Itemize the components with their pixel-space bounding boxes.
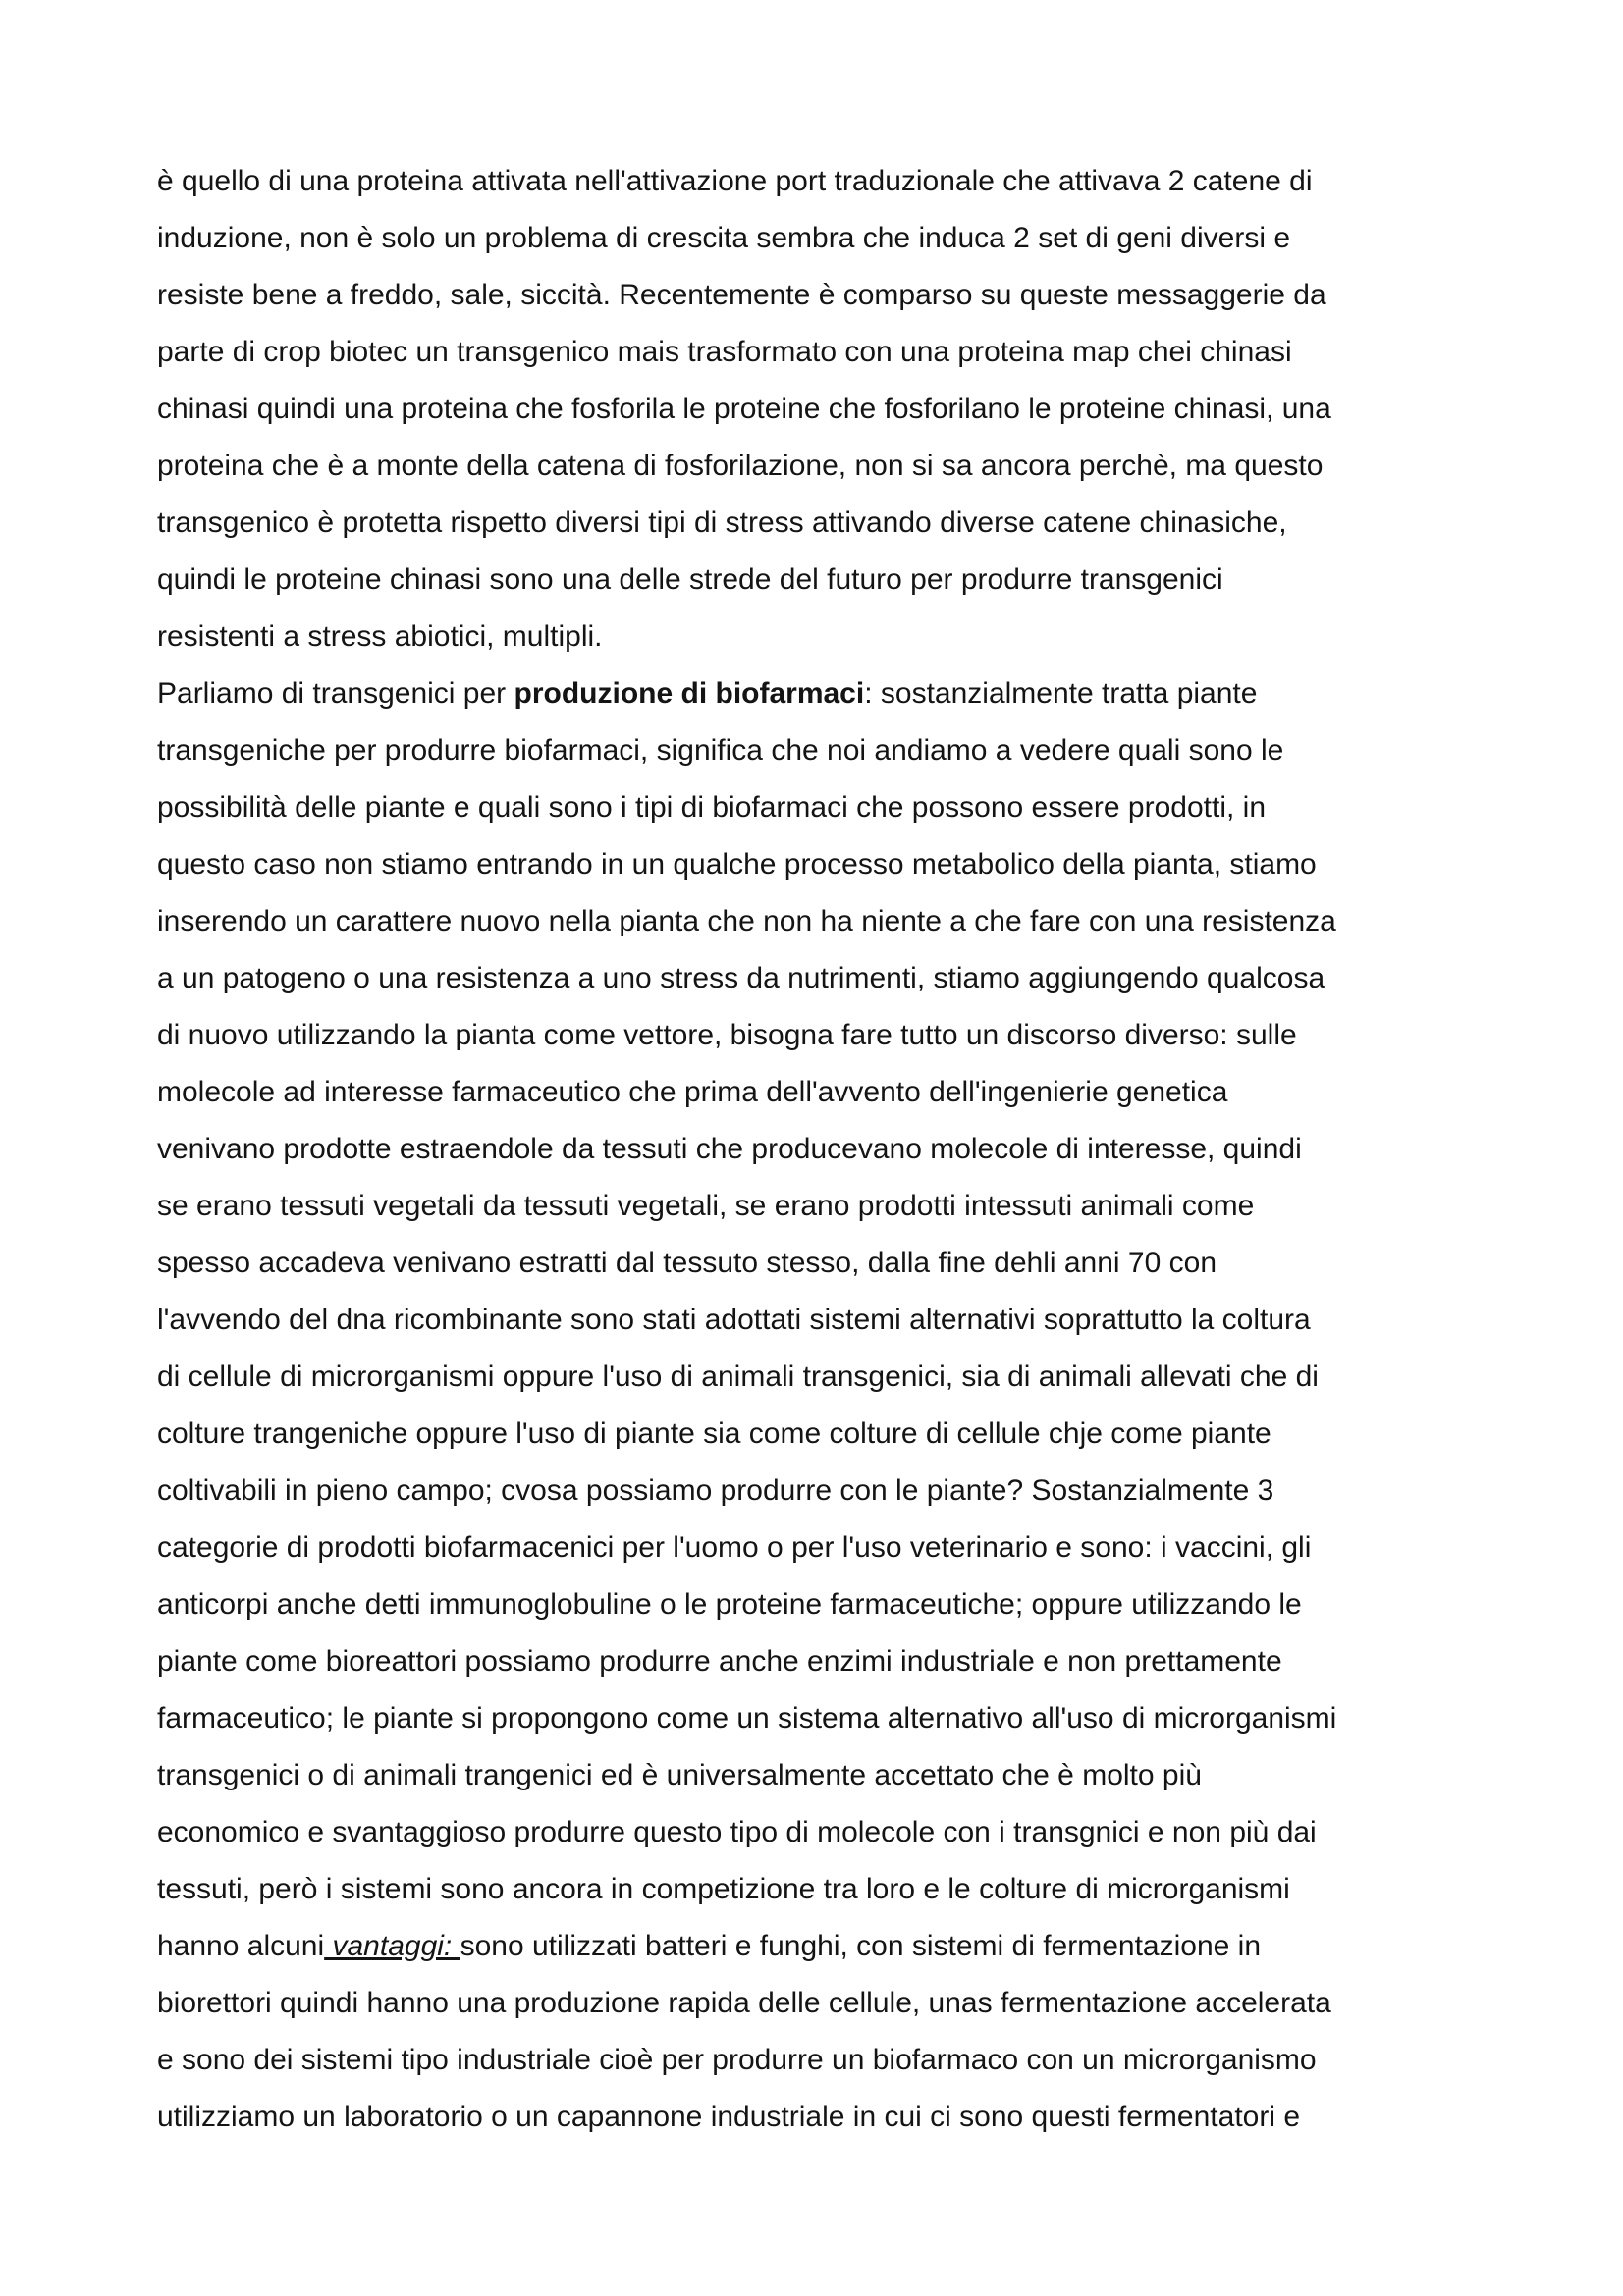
text-line-with-heading — [157, 666, 1483, 722]
text-line: inserendo un carattere nuovo nella pianta che non ha niente a che fare con una resistenza — [157, 905, 1336, 937]
text-line: utilizziamo un laboratorio o un capannone industriale in cui ci sono questi fermentatori e — [157, 2101, 1301, 2133]
text-line: e sono dei sistemi tipo industriale cioè per produrre un biofarmaco con un microrganismo — [157, 2044, 1317, 2076]
bold-term: produzione di biofarmaci — [514, 677, 865, 710]
text-line: transgenico è protetta rispetto diversi tipi di stress attivando diverse catene chinasiche, — [157, 507, 1287, 539]
text-line: a un patogeno o una resistenza a uno stress da nutrimenti, stiamo aggiungendo qualcosa — [157, 962, 1325, 994]
text-line: chinasi quindi una proteina che fosforila le proteine che fosforilano le proteine chinasi, una — [157, 393, 1331, 425]
text-run: : sostanzialmente tratta piante — [864, 677, 1258, 710]
text-line: proteina che è a monte della catena di fosforilazione, non si sa ancora perchè, ma questo — [157, 450, 1324, 482]
paragraph-1 — [157, 153, 1483, 666]
text-line-with-emphasis — [157, 1918, 1483, 1975]
body-text — [157, 153, 1483, 2146]
text-line: coltivabili in pieno campo; cvosa possiamo produrre con le piante? Sostanzialmente 3 — [157, 1474, 1274, 1507]
text-line: è quello di una proteina attivata nell'attivazione port traduzionale che attivava 2 catene di — [157, 165, 1313, 197]
text-run: sono utilizzati batteri e funghi, con sistemi di fermentazione in — [460, 1930, 1262, 1962]
text-line: di nuovo utilizzando la pianta come vettore, bisogna fare tutto un discorso diverso: sulle — [157, 1019, 1297, 1051]
text-line: transgeniche per produrre biofarmaci, significa che noi andiamo a vedere quali sono le — [157, 734, 1284, 767]
text-line: transgenici o di animali trangenici ed è universalmente accettato che è molto più — [157, 1759, 1202, 1791]
text-line: parte di crop biotec un transgenico mais trasformato con una proteina map chei chinasi — [157, 336, 1292, 368]
text-line: possibilità delle piante e quali sono i tipi di biofarmaci che possono essere prodotti, in — [157, 791, 1266, 824]
text-line: se erano tessuti vegetali da tessuti vegetali, se erano prodotti intessuti animali come — [157, 1190, 1255, 1222]
text-line: piante come bioreattori possiamo produrre anche enzimi industriale e non prettamente — [157, 1645, 1282, 1678]
text-line: colture trangeniche oppure l'uso di piante sia come colture di cellule chje come piante — [157, 1417, 1271, 1450]
text-line: questo caso non stiamo entrando in un qualche processo metabolico della pianta, stiamo — [157, 848, 1317, 881]
text-run: Parliamo di transgenici per — [157, 677, 514, 710]
text-line: di cellule di microrganismi oppure l'uso di animali transgenici, sia di animali allevati che di — [157, 1361, 1319, 1393]
text-line: venivano prodotte estraendole da tessuti che producevano molecole di interesse, quindi — [157, 1133, 1302, 1165]
text-line: economico e svantaggioso produrre questo tipo di molecole con i transgnici e non più dai — [157, 1816, 1317, 1848]
text-line: quindi le proteine chinasi sono una delle strede del futuro per produrre transgenici — [157, 563, 1223, 596]
paragraph-2 — [157, 666, 1483, 2146]
text-line: tessuti, però i sistemi sono ancora in competizione tra loro e le colture di microrganismi — [157, 1873, 1290, 1905]
text-line: spesso accadeva venivano estratti dal tessuto stesso, dalla fine dehli anni 70 con — [157, 1247, 1217, 1279]
text-line: resistenti a stress abiotici, multipli. — [157, 620, 603, 653]
text-run: hanno alcuni — [157, 1930, 325, 1962]
text-line: farmaceutico; le piante si propongono come un sistema alternativo all'uso di microrganismi — [157, 1702, 1337, 1735]
text-line: anticorpi anche detti immunoglobuline o le proteine farmaceutiche; oppure utilizzando le — [157, 1588, 1302, 1621]
underlined-term: vantaggi: — [324, 1930, 460, 1962]
text-line: molecole ad interesse farmaceutico che prima dell'avvento dell'ingenierie genetica — [157, 1076, 1228, 1108]
text-line: l'avvendo del dna ricombinante sono stati adottati sistemi alternativi soprattutto la coltura — [157, 1304, 1311, 1336]
text-line: resiste bene a freddo, sale, siccità. Recentemente è comparso su queste messaggerie da — [157, 279, 1326, 311]
text-line: categorie di prodotti biofarmacenici per l'uomo o per l'uso veterinario e sono: i vaccini, gli — [157, 1531, 1312, 1564]
text-line: induzione, non è solo un problema di crescita sembra che induca 2 set di geni diversi e — [157, 222, 1291, 254]
text-line: biorettori quindi hanno una produzione rapida delle cellule, unas fermentazione accelerata — [157, 1987, 1331, 2019]
